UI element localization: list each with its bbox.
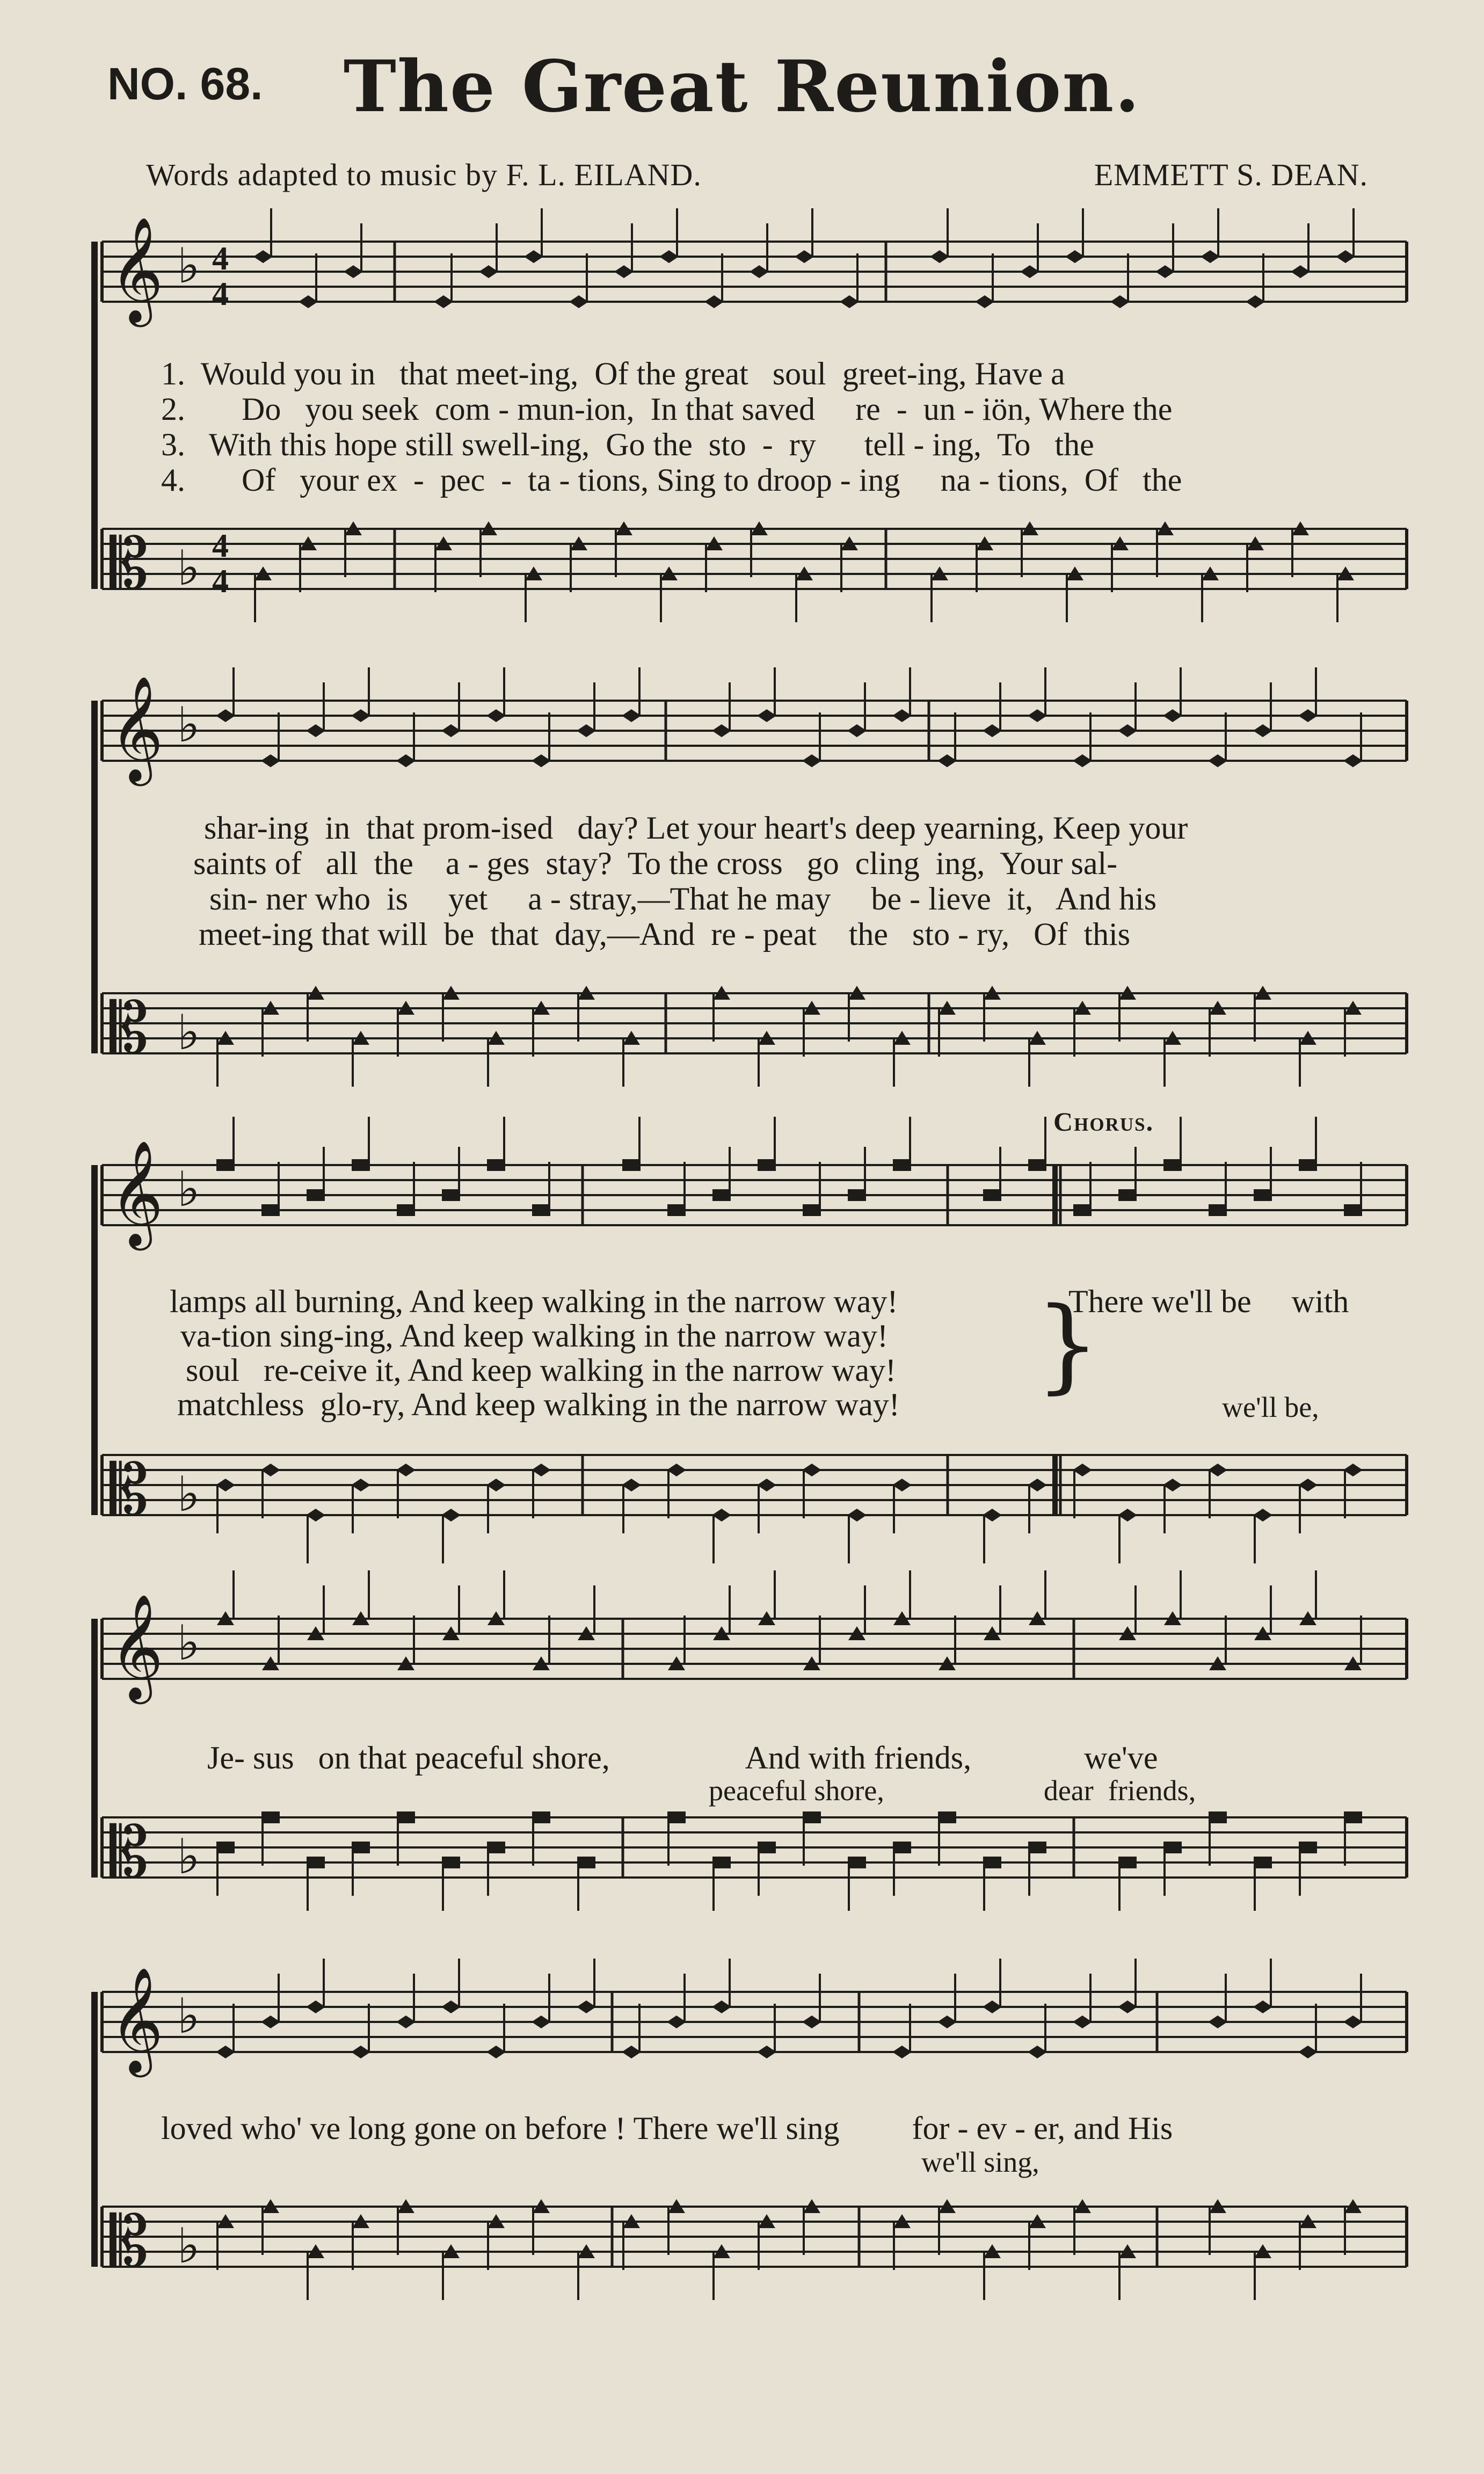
bass-clef-icon: 𝄡 [110, 987, 149, 1069]
shape-note-diamond [577, 2000, 596, 2013]
shape-note-square [848, 1857, 866, 1868]
shape-note-square [1163, 1842, 1182, 1853]
shape-note-diamond [1073, 2015, 1092, 2028]
shape-note-square [307, 1189, 325, 1201]
shape-note-square [397, 1811, 415, 1823]
shape-note-diamond [622, 2046, 641, 2058]
shape-note-square [938, 1811, 956, 1823]
shape-note-square [848, 1189, 866, 1201]
shape-note-square [1118, 1189, 1137, 1201]
verse-4-line-1: 4. Of your ex - pec - ta - tions, Sing to droop - ing na - tions, Of the [161, 462, 1182, 498]
shape-note-square [1344, 1811, 1362, 1823]
hymn-title: The Great Reunion. [343, 45, 1141, 128]
shape-note-square [487, 1842, 505, 1853]
shape-note-diamond [795, 250, 814, 263]
shape-note-diamond [344, 265, 363, 278]
flat-icon: ♭ [177, 1829, 200, 1885]
shape-note-diamond [712, 2000, 731, 2013]
treble-clef-icon: 𝄞 [110, 1967, 164, 2073]
shape-note-square [803, 1811, 821, 1823]
shape-note-diamond [983, 724, 1002, 737]
shape-note-diamond [1336, 250, 1355, 263]
shape-note-diamond [1020, 265, 1039, 278]
flat-icon: ♭ [177, 1988, 200, 2044]
shape-note-diamond [299, 295, 318, 308]
time-signature-bottom: 4 [212, 563, 229, 600]
shape-note-square [758, 1842, 776, 1853]
shape-note-diamond [1253, 724, 1272, 737]
shape-note-diamond [622, 1479, 641, 1491]
shape-note-diamond [1201, 250, 1220, 263]
verse-4-line-2: meet-ing that will be that day,—And re - peat the sto - ry, Of this [199, 916, 1131, 952]
verse-3-line-3: soul re-ceive it, And keep walking in the narrow way! [186, 1352, 896, 1388]
shape-note-diamond [261, 1464, 280, 1476]
verse-2-line-1: 2. Do you seek com - mun-ion, In that saved re - un - iön, Where the [161, 391, 1173, 427]
shape-note-square [1344, 1204, 1362, 1216]
flat-icon: ♭ [177, 540, 200, 596]
shape-note-diamond [1298, 709, 1318, 722]
shape-note-diamond [441, 724, 461, 737]
verse-1-line-1: 1. Would you in that meet-ing, Of the great soul greet-ing, Have a [161, 356, 1065, 391]
bass-clef-icon: 𝄡 [110, 523, 149, 605]
shape-note-diamond [757, 709, 776, 722]
shape-note-square [803, 1204, 821, 1216]
treble-clef-icon: 𝄞 [110, 1593, 164, 1700]
shape-note-square [532, 1811, 550, 1823]
shape-note-square [1254, 1189, 1272, 1201]
shape-note-diamond [667, 1464, 686, 1476]
shape-note-diamond [486, 1479, 506, 1491]
chorus-bass-lyric-3: we'll sing, [921, 2146, 1039, 2178]
shape-note-diamond [892, 709, 912, 722]
shape-note-diamond [1298, 2046, 1318, 2058]
verse-2-line-3: va-tion sing-ing, And keep walking in the narrow way! [180, 1318, 889, 1354]
shape-note-diamond [930, 250, 949, 263]
shape-note-square [1028, 1159, 1046, 1171]
verse-4-line-3: matchless glo-ry, And keep walking in the narrow way! [177, 1387, 900, 1422]
shape-note-diamond [1208, 2015, 1227, 2028]
shape-note-diamond [802, 1464, 821, 1476]
shape-note-diamond [1253, 1509, 1272, 1522]
flat-icon: ♭ [177, 1005, 200, 1061]
chorus-bass-lyric-2: peaceful shore, dear friends, [709, 1774, 1196, 1807]
time-signature-top: 4 [212, 528, 229, 564]
shape-note-diamond [1118, 1509, 1137, 1522]
shape-note-diamond [441, 1509, 461, 1522]
shape-note-square [1118, 1857, 1137, 1868]
shape-note-square [442, 1189, 460, 1201]
shape-note-diamond [1253, 2000, 1272, 2013]
shape-note-diamond [614, 265, 634, 278]
shape-note-square [487, 1159, 505, 1171]
shape-note-square [712, 1857, 731, 1868]
treble-clef-icon: 𝄞 [110, 1140, 164, 1246]
shape-note-diamond [216, 709, 235, 722]
shape-note-square [893, 1842, 911, 1853]
shape-note-diamond [757, 1479, 776, 1491]
verse-2-line-2: saints of all the a - ges stay? To the cross go cling ing, Your sal- [193, 846, 1118, 881]
bass-clef-icon: 𝄡 [110, 2201, 149, 2282]
shape-note-square [1299, 1159, 1317, 1171]
shape-note-square [352, 1842, 370, 1853]
flat-icon: ♭ [177, 238, 200, 294]
shape-note-diamond [1028, 709, 1047, 722]
shape-note-diamond [441, 2000, 461, 2013]
shape-note-diamond [1163, 709, 1182, 722]
shape-note-square [532, 1204, 550, 1216]
shape-note-diamond [1343, 1464, 1363, 1476]
shape-note-square [667, 1204, 686, 1216]
shape-note-square [1209, 1811, 1227, 1823]
treble-clef-icon: 𝄞 [110, 675, 164, 782]
shape-note-diamond [532, 1464, 551, 1476]
shape-note-square [667, 1811, 686, 1823]
shape-note-square [261, 1204, 280, 1216]
shape-note-diamond [434, 295, 453, 308]
shape-note-diamond [937, 754, 957, 767]
shape-note-diamond [1073, 1464, 1092, 1476]
shape-note-diamond [486, 709, 506, 722]
shape-note-diamond [1118, 2000, 1137, 2013]
shape-note-diamond [1118, 724, 1137, 737]
shape-note-diamond [306, 2000, 325, 2013]
shape-note-square [622, 1159, 641, 1171]
shape-note-square [216, 1159, 235, 1171]
shape-note-diamond [532, 754, 551, 767]
bass-clef-icon: 𝄡 [110, 1449, 149, 1531]
shape-note-diamond [1291, 265, 1310, 278]
shape-note-diamond [1343, 2015, 1363, 2028]
chorus-lyric-2: Je- sus on that peaceful shore, And with friends, we've [207, 1740, 1158, 1776]
shape-note-square [758, 1159, 776, 1171]
shape-note-square [1299, 1842, 1317, 1853]
shape-note-diamond [892, 2046, 912, 2058]
shape-note-diamond [351, 709, 370, 722]
verse-1-line-3: lamps all burning, And keep walking in the narrow way! [170, 1284, 898, 1319]
shape-note-diamond [1073, 754, 1092, 767]
shape-note-diamond [840, 295, 859, 308]
shape-note-square [216, 1842, 235, 1853]
shape-note-diamond [306, 724, 325, 737]
shape-note-square [1254, 1857, 1272, 1868]
shape-note-diamond [261, 754, 280, 767]
chorus-label: Chorus. [1053, 1107, 1154, 1137]
bass-clef-icon: 𝄡 [110, 1811, 149, 1893]
shape-note-diamond [396, 754, 416, 767]
shape-note-square [1028, 1842, 1046, 1853]
flat-icon: ♭ [177, 2218, 200, 2274]
verse-1-line-2: shar-ing in that prom-ised day? Let your heart's deep yearning, Keep your [204, 810, 1188, 846]
shape-note-diamond [1155, 265, 1175, 278]
shape-note-diamond [1208, 1464, 1227, 1476]
verse-3-line-1: 3. With this hope still swell-ing, Go the sto - ry tell - ing, To the [161, 427, 1094, 462]
shape-note-diamond [216, 1479, 235, 1491]
shape-note-square [893, 1159, 911, 1171]
words-credit: Words adapted to music by F. L. EILAND. [146, 157, 702, 192]
shape-note-diamond [847, 1509, 867, 1522]
flat-icon: ♭ [177, 1615, 200, 1671]
shape-note-diamond [479, 265, 498, 278]
treble-clef-icon: 𝄞 [110, 216, 164, 323]
shape-note-diamond [351, 2046, 370, 2058]
shape-note-diamond [892, 1479, 912, 1491]
shape-note-diamond [704, 295, 724, 308]
shape-note-diamond [351, 1479, 370, 1491]
time-signature-bottom: 4 [212, 276, 229, 312]
shape-note-diamond [802, 754, 821, 767]
shape-note-diamond [1208, 754, 1227, 767]
chorus-lyric-3: loved who' ve long gone on before ! There we'll sing for - ev - er, and His [161, 2111, 1173, 2146]
shape-note-diamond [486, 2046, 506, 2058]
shape-note-diamond [847, 724, 867, 737]
shape-note-diamond [1163, 1479, 1182, 1491]
shape-note-diamond [975, 295, 994, 308]
shape-note-diamond [983, 1509, 1002, 1522]
shape-note-diamond [757, 2046, 776, 2058]
flat-icon: ♭ [177, 1466, 200, 1523]
shape-note-diamond [937, 2015, 957, 2028]
shape-note-square [307, 1857, 325, 1868]
flat-icon: ♭ [177, 1161, 200, 1218]
shape-note-square [397, 1204, 415, 1216]
shape-note-diamond [261, 2015, 280, 2028]
shape-note-diamond [622, 709, 641, 722]
shape-note-diamond [1028, 2046, 1047, 2058]
shape-note-square [577, 1857, 595, 1868]
shape-note-diamond [1110, 295, 1130, 308]
shape-note-diamond [802, 2015, 821, 2028]
shape-note-diamond [569, 295, 588, 308]
shape-note-diamond [396, 2015, 416, 2028]
shape-note-square [983, 1857, 1001, 1868]
shape-note-diamond [659, 250, 679, 263]
shape-note-square [1209, 1204, 1227, 1216]
shape-note-diamond [396, 1464, 416, 1476]
shape-note-diamond [1298, 1479, 1318, 1491]
chorus-lyric-1: There we'll be with [1068, 1284, 1349, 1319]
time-signature-top: 4 [212, 241, 229, 277]
flat-icon: ♭ [177, 697, 200, 753]
shape-note-square [352, 1159, 370, 1171]
shape-note-square [712, 1189, 731, 1201]
shape-note-diamond [1246, 295, 1265, 308]
shape-note-diamond [667, 2015, 686, 2028]
shape-note-diamond [524, 250, 543, 263]
shape-note-square [1163, 1159, 1182, 1171]
hymn-number: NO. 68. [107, 59, 263, 109]
shape-note-diamond [253, 250, 273, 263]
shape-note-square [261, 1811, 280, 1823]
chorus-bass-lyric-1: we'll be, [1222, 1391, 1319, 1423]
shape-note-diamond [712, 724, 731, 737]
shape-note-diamond [983, 2000, 1002, 2013]
shape-note-diamond [1065, 250, 1085, 263]
verse-3-line-2: sin- ner who is yet a - stray,—That he may be - lieve it, And his [209, 881, 1157, 916]
shape-note-diamond [712, 1509, 731, 1522]
shape-note-diamond [750, 265, 769, 278]
shape-note-diamond [532, 2015, 551, 2028]
shape-note-square [442, 1857, 460, 1868]
verse-brace: } [1035, 1285, 1100, 1404]
shape-note-diamond [216, 2046, 235, 2058]
shape-note-diamond [1343, 754, 1363, 767]
shape-note-square [1073, 1204, 1092, 1216]
music-credit: EMMETT S. DEAN. [1094, 157, 1368, 192]
shape-note-diamond [1028, 1479, 1047, 1491]
shape-note-diamond [577, 724, 596, 737]
shape-note-diamond [306, 1509, 325, 1522]
shape-note-square [983, 1189, 1001, 1201]
